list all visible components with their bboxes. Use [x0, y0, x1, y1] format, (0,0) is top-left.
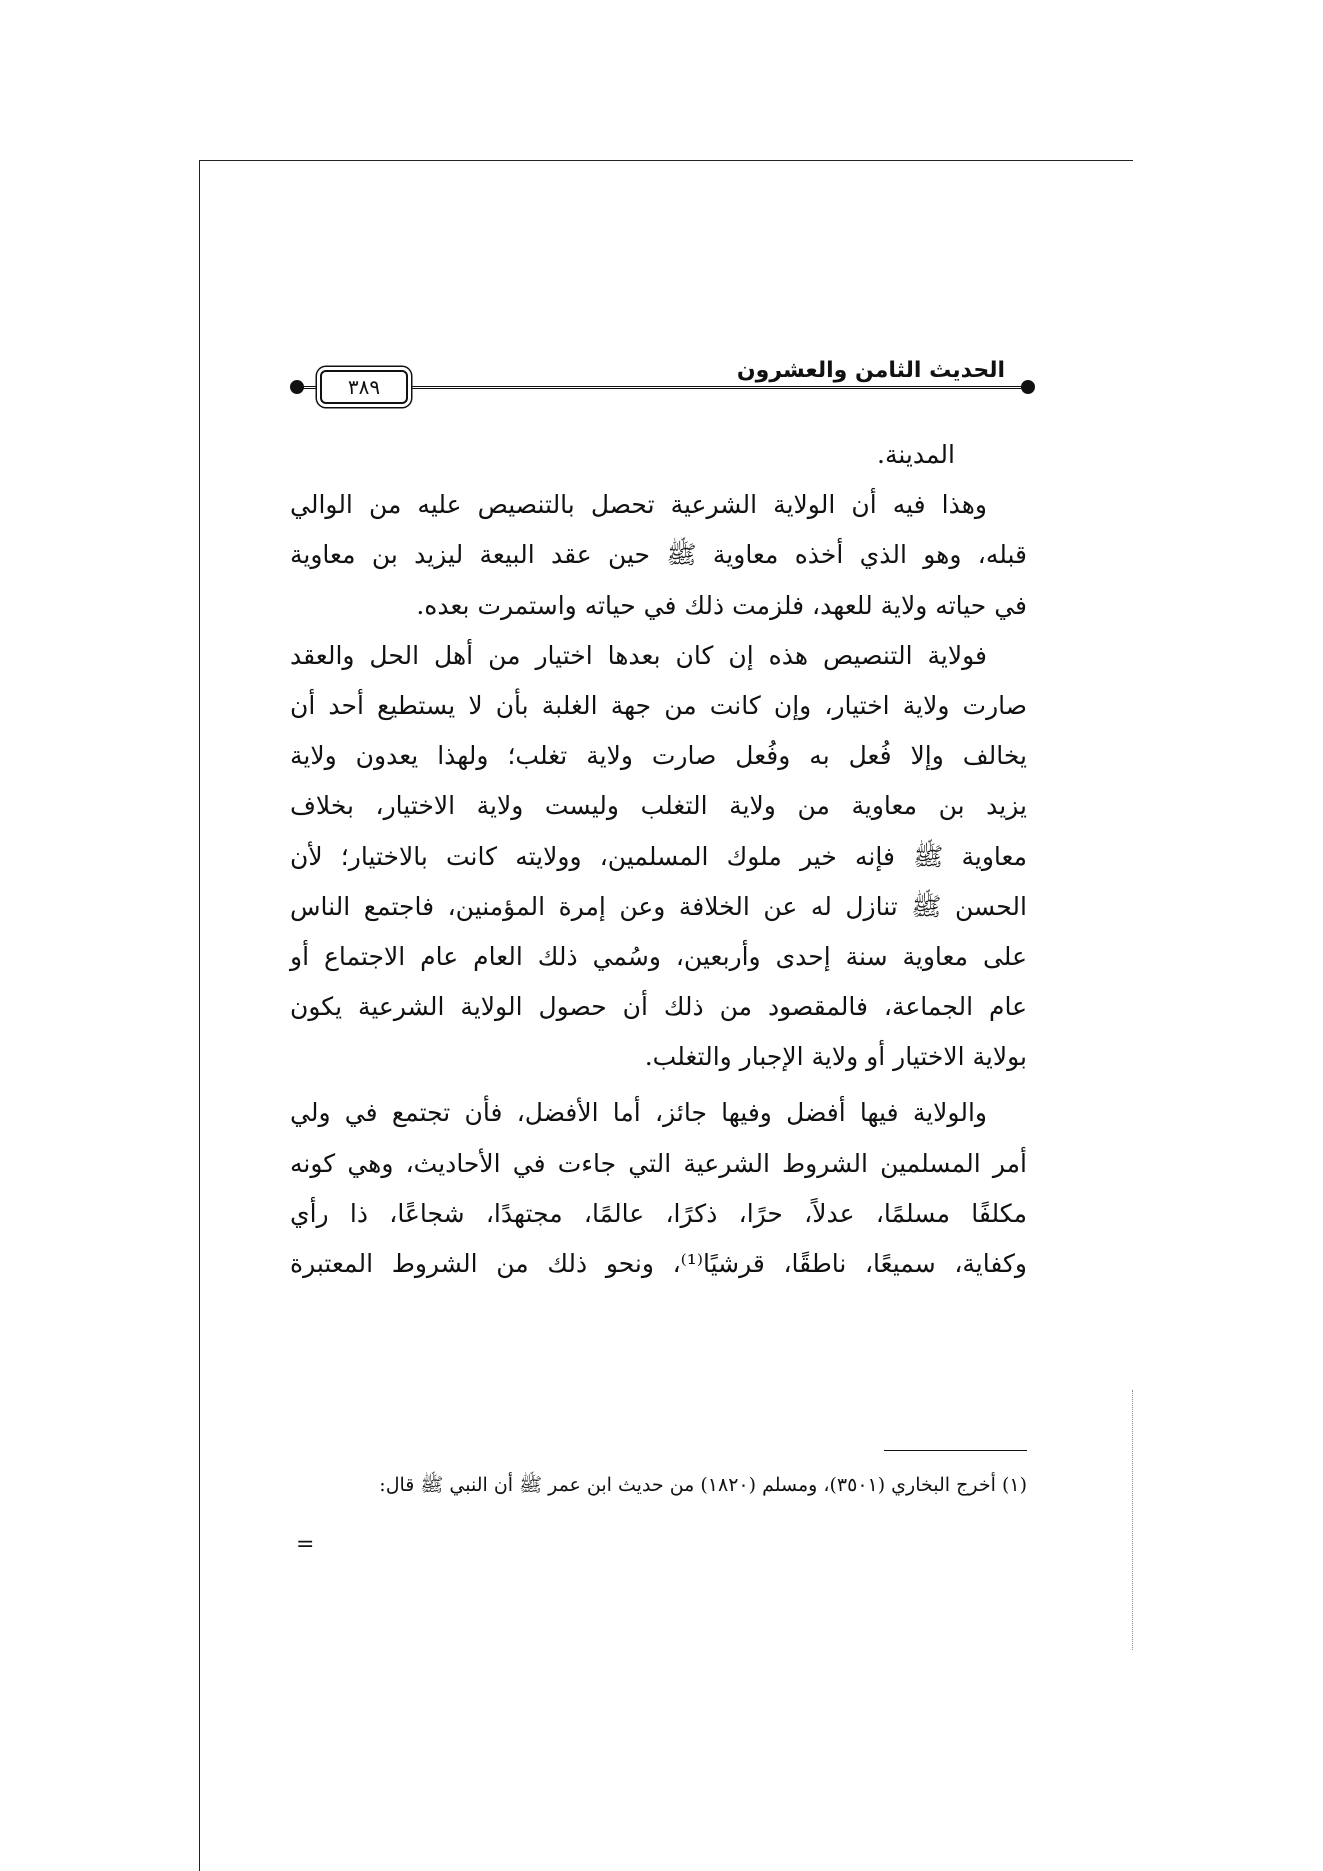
- text-line: صارت ولاية اختيار، وإن كانت من جهة الغلبة بأن لا يستطيع أحد أن: [290, 690, 1027, 720]
- page-border-top: [199, 160, 1133, 161]
- header-ornament-left: [290, 380, 304, 394]
- page-border-left: [199, 160, 200, 1871]
- page-number: ٣٨٩: [320, 370, 408, 404]
- footnote-1: (١) أخرج البخاري (٣٥٠١)، ومسلم (١٨٢٠) من حديث ابن عمر ﷺ أن النبي ﷺ قال:: [379, 1474, 1027, 1496]
- text-line: وكفاية، سميعًا، ناطقًا، قرشيًا⁽¹⁾، ونحو ذلك من الشروط المعتبرة: [290, 1249, 1027, 1278]
- footnote-continuation-mark: =: [296, 1532, 315, 1557]
- text-line: أمر المسلمين الشروط الشرعية التي جاءت في الأحاديث، وهي كونه: [290, 1148, 1027, 1178]
- text-line: فولاية التنصيص هذه إن كان بعدها اختيار من أهل الحل والعقد: [290, 640, 987, 670]
- text-line: والولاية فيها أفضل وفيها جائز، أما الأفضل، فأن تجتمع في ولي: [290, 1098, 987, 1128]
- text-line: بولاية الاختيار أو ولاية الإجبار والتغلب.: [644, 1042, 1027, 1072]
- text-line: عام الجماعة، فالمقصود من ذلك أن حصول الولاية الشرعية يكون: [290, 992, 1027, 1022]
- footnote-separator: [884, 1450, 1027, 1451]
- body-text: [290, 430, 1027, 1289]
- scan-margin-mark: [1132, 1390, 1133, 1650]
- chapter-title: الحديث الثامن والعشرون: [731, 358, 1011, 383]
- text-line: المدينة.: [877, 440, 955, 469]
- text-line: يزيد بن معاوية من ولاية التغلب وليست ولاية الاختيار، بخلاف: [290, 791, 1027, 821]
- text-line: الحسن ﷺ تنازل له عن الخلافة وعن إمرة المؤمنين، فاجتمع الناس: [290, 891, 1027, 921]
- header-rule: [300, 386, 1027, 389]
- text-line: وهذا فيه أن الولاية الشرعية تحصل بالتنصيص عليه من الوالي: [290, 490, 987, 520]
- header-ornament-right: [1021, 380, 1035, 394]
- text-line: مكلفًا مسلمًا، عدلاً، حرًا، ذكرًا، عالمًا، مجتهدًا، شجاعًا، ذا رأي: [290, 1198, 1027, 1228]
- text-line: معاوية ﷺ فإنه خير ملوك المسلمين، وولايته كانت بالاختيار؛ لأن: [290, 841, 1027, 871]
- text-line: في حياته ولاية للعهد، فلزمت ذلك في حياته واستمرت بعده.: [416, 590, 1027, 620]
- text-line: على معاوية سنة إحدى وأربعين، وسُمي ذلك العام عام الاجتماع أو: [290, 941, 1027, 971]
- text-line: قبله، وهو الذي أخذه معاوية ﷺ حين عقد البيعة ليزيد بن معاوية: [290, 540, 1027, 570]
- running-head: [290, 358, 1035, 408]
- text-line: يخالف وإلا فُعل به وفُعل صارت ولاية تغلب؛ ولهذا يعدون ولاية: [290, 741, 1027, 771]
